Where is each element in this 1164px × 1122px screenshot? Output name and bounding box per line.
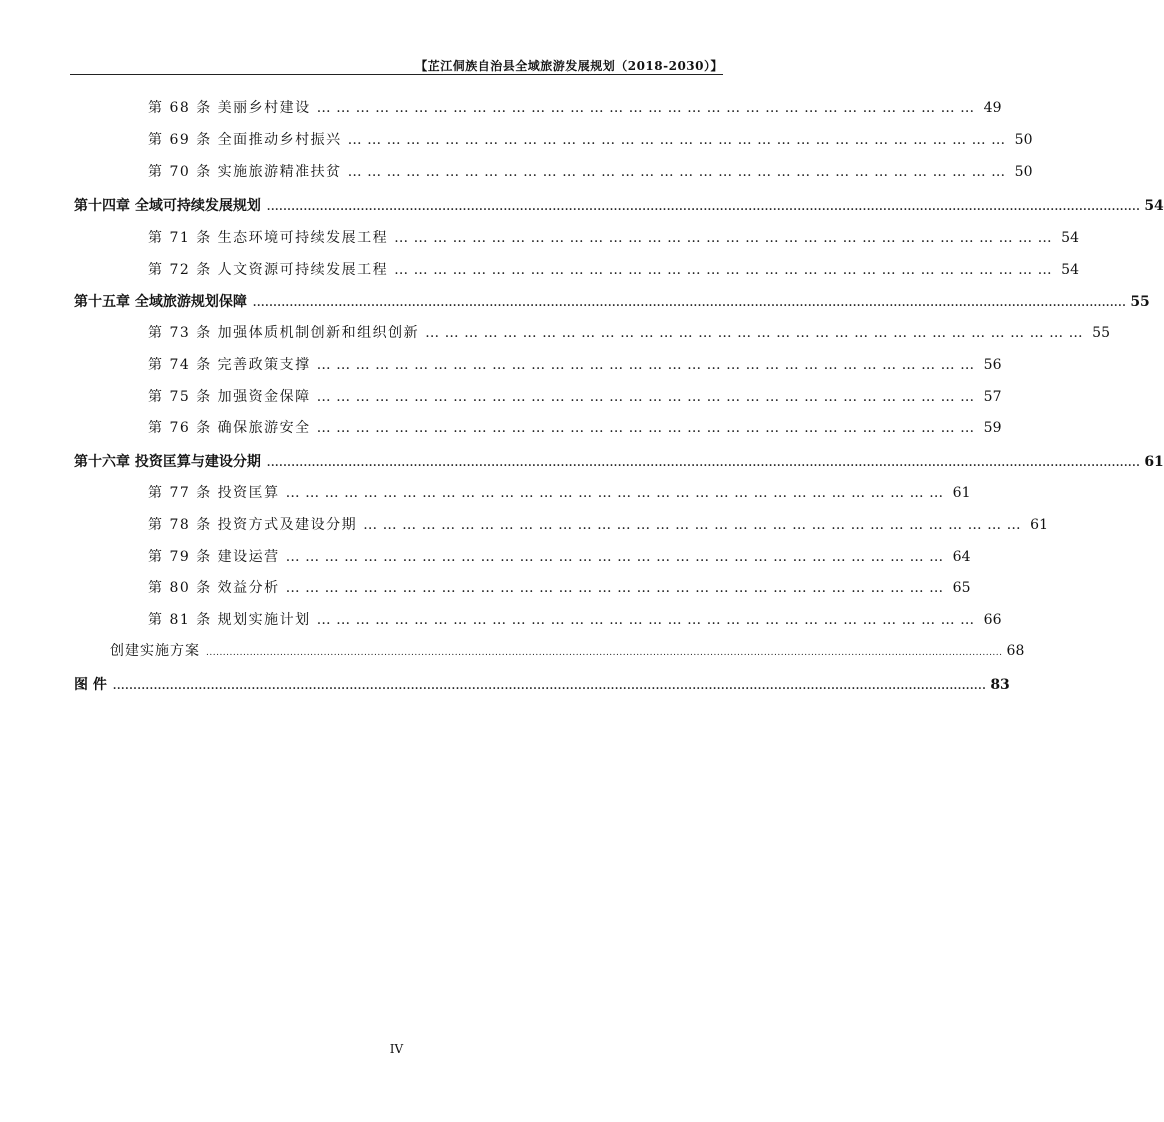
toc-entry-label: 第 75 条 加强资金保障	[148, 389, 311, 405]
toc-entry-label: 第 81 条 规划实施计划	[148, 612, 311, 628]
toc-entry-label: 第 79 条 建设运营	[148, 549, 280, 565]
dot-leader: …………………………………………………………………………………………	[347, 132, 1011, 148]
document-title: 【芷江侗族自治县全域旅游发展规划（2018-2030）】	[415, 59, 723, 73]
toc-entry-label: 创建实施方案	[110, 643, 200, 659]
toc-entry-article-80[interactable]	[148, 576, 971, 600]
dot-leader: …………………………………………………………………………………………	[316, 420, 980, 436]
toc-entry-implementation-plan[interactable]	[110, 639, 1025, 663]
page-number: IV	[389, 1042, 404, 1056]
dot-leader: ......................................................................................................................................................................................................................	[252, 298, 1127, 309]
toc-entry-article-77[interactable]	[148, 481, 971, 505]
toc-entry-label: 第十五章 全域旅游规划保障	[74, 294, 247, 310]
toc-entry-chapter-15[interactable]	[74, 290, 1150, 314]
toc-entry-page: 61	[1144, 454, 1164, 470]
dot-leader: …………………………………………………………………………………………	[347, 164, 1011, 180]
toc-entry-page: 54	[1144, 198, 1164, 214]
toc-entry-label: 第 69 条 全面推动乡村振兴	[148, 132, 342, 148]
toc-entry-article-73[interactable]	[148, 321, 1110, 345]
toc-entry-label: 图 件	[74, 677, 107, 693]
toc-entry-label: 第 73 条 加强体质机制创新和组织创新	[148, 325, 420, 341]
toc-entry-page: 59	[983, 420, 1002, 436]
toc-entry-page: 55	[1092, 325, 1110, 341]
toc-entry-page: 61	[952, 485, 971, 501]
toc-entry-chapter-14[interactable]	[74, 194, 1164, 218]
toc-entry-page: 68	[1006, 643, 1025, 659]
dot-leader: ......................................................................................................................................................................................................................	[266, 458, 1141, 469]
toc-entry-page: 57	[983, 389, 1002, 405]
toc-entry-page: 49	[983, 100, 1002, 116]
toc-entry-label: 第 71 条 生态环境可持续发展工程	[148, 230, 389, 246]
dot-leader: …………………………………………………………………………………………	[316, 389, 980, 405]
toc-entry-label: 第十四章 全域可持续发展规划	[74, 198, 261, 214]
toc-entry-label: 第 76 条 确保旅游安全	[148, 420, 311, 436]
dot-leader: …………………………………………………………………………………………	[285, 485, 949, 501]
toc-entry-page: 61	[1030, 517, 1048, 533]
toc-entry-chapter-16[interactable]	[74, 450, 1164, 474]
toc-entry-article-72[interactable]	[148, 258, 1079, 282]
toc-entry-page: 50	[1014, 132, 1033, 148]
toc-entry-page: 56	[983, 357, 1002, 373]
toc-entry-label: 第十六章 投资匡算与建设分期	[74, 454, 261, 470]
toc-entry-article-81[interactable]	[148, 608, 1002, 632]
dot-leader: …………………………………………………………………………………………	[363, 517, 1027, 533]
toc-entry-page: 50	[1014, 164, 1033, 180]
toc-entry-label: 第 70 条 实施旅游精准扶贫	[148, 164, 342, 180]
toc-entry-page: 83	[990, 677, 1010, 693]
toc-entry-page: 54	[1061, 262, 1079, 278]
dot-leader: …………………………………………………………………………………………	[316, 100, 980, 116]
toc-entry-label: 第 72 条 人文资源可持续发展工程	[148, 262, 389, 278]
dot-leader: …………………………………………………………………………………………	[316, 612, 980, 628]
dot-leader: ......................................................................................................................................................................................................................	[266, 202, 1141, 213]
toc-entry-page: 64	[952, 549, 971, 565]
toc-entry-article-78[interactable]	[148, 513, 1048, 537]
dot-leader: …………………………………………………………………………………………	[425, 325, 1089, 341]
toc-entry-attachments[interactable]	[74, 673, 1010, 697]
dot-leader: …………………………………………………………………………………………	[394, 230, 1058, 246]
toc-entry-page: 65	[952, 580, 971, 596]
toc-entry-page: 54	[1061, 230, 1079, 246]
dot-leader: …………………………………………………………………………………………	[285, 580, 949, 596]
toc-entry-article-79[interactable]	[148, 545, 971, 569]
dot-leader: …………………………………………………………………………………………	[316, 357, 980, 373]
dot-leader: ......................................................................................................................................................................................................................	[112, 681, 987, 692]
dot-leader: …………………………………………………………………………………………	[394, 262, 1058, 278]
toc-entry-article-70[interactable]	[148, 160, 1033, 184]
toc-entry-label: 第 80 条 效益分析	[148, 580, 280, 596]
toc-entry-label: 第 77 条 投资匡算	[148, 485, 280, 501]
toc-entry-page: 55	[1130, 294, 1150, 310]
dot-leader: .............................................................................................................................................................................................................................................	[206, 648, 1003, 658]
toc-entry-article-71[interactable]	[148, 226, 1079, 250]
toc-entry-label: 第 74 条 完善政策支撑	[148, 357, 311, 373]
toc-entry-article-75[interactable]	[148, 385, 1002, 409]
toc-entry-article-76[interactable]	[148, 416, 1002, 440]
toc-entry-article-69[interactable]	[148, 128, 1033, 152]
toc-entry-label: 第 68 条 美丽乡村建设	[148, 100, 311, 116]
toc-entry-page: 66	[983, 612, 1002, 628]
toc-entry-label: 第 78 条 投资方式及建设分期	[148, 517, 358, 533]
dot-leader: …………………………………………………………………………………………	[285, 549, 949, 565]
toc-entry-article-68[interactable]	[148, 96, 1002, 120]
toc-entry-article-74[interactable]	[148, 353, 1002, 377]
